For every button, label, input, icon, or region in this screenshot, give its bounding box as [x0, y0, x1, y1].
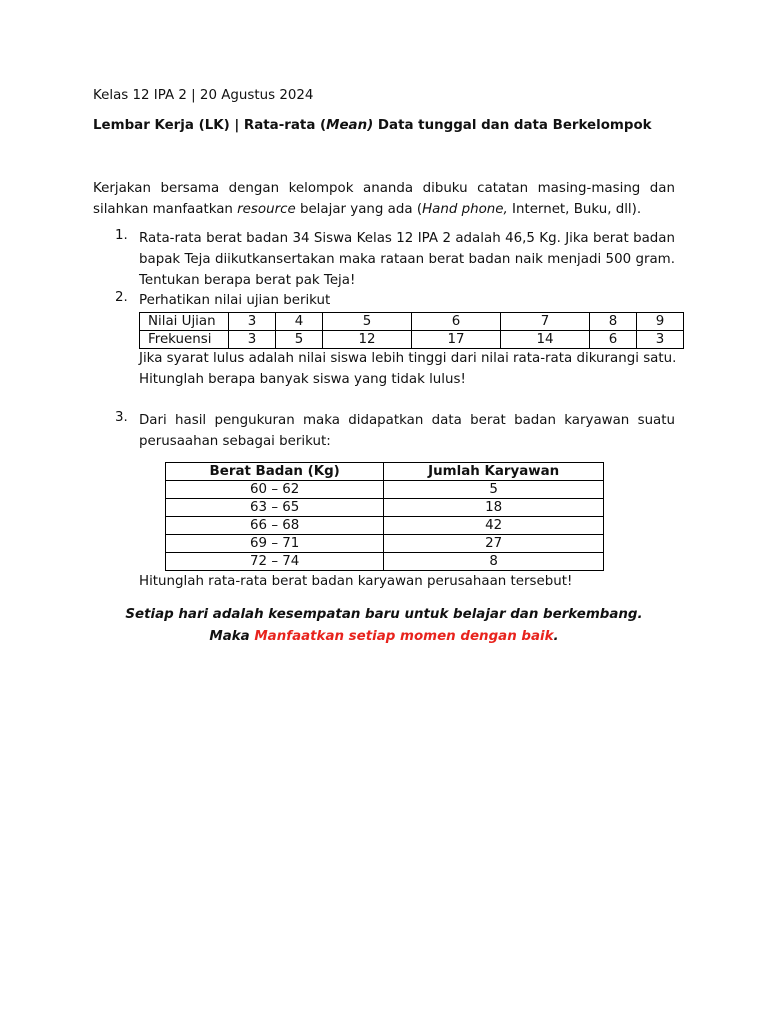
- instructions-paragraph: [93, 178, 675, 220]
- freq-cell: 12: [323, 331, 412, 349]
- weight-range-cell: 66 – 68: [166, 517, 384, 535]
- column-header: Berat Badan (Kg): [166, 463, 384, 481]
- weight-range-cell: 69 – 71: [166, 535, 384, 553]
- question-number: 3.: [115, 410, 128, 425]
- title-prefix: Lembar Kerja (LK) | Rata-rata (: [93, 118, 327, 133]
- instructions-resource: resource: [237, 202, 296, 217]
- title-mean: Mean): [326, 118, 374, 133]
- freq-cell: 17: [411, 331, 500, 349]
- question-2-intro-text: Perhatikan nilai ujian berikut: [139, 293, 331, 308]
- employee-count-cell: 8: [384, 553, 604, 571]
- weight-range-cell: 72 – 74: [166, 553, 384, 571]
- freq-cell: 6: [589, 331, 636, 349]
- row-label: Frekuensi: [140, 331, 229, 349]
- exam-score-table: [139, 312, 684, 349]
- employee-count-cell: 5: [384, 481, 604, 499]
- instructions-line-1: Kerjakan bersama dengan kelompok ananda dibuku catatan masing-masing dan: [93, 181, 675, 196]
- employee-count-cell: 42: [384, 517, 604, 535]
- freq-cell: 3: [229, 331, 276, 349]
- question-2-line: Hitunglah berapa banyak siswa yang tidak lulus!: [139, 372, 466, 387]
- freq-cell: 5: [276, 331, 323, 349]
- table-header-row: [166, 463, 604, 481]
- weight-range-cell: 60 – 62: [166, 481, 384, 499]
- question-2-text: [139, 348, 675, 390]
- table-row: [166, 517, 604, 535]
- motivational-quote: [93, 604, 675, 648]
- question-1-line: Rata-rata berat badan 34 Siswa Kelas 12 IPA 2 adalah 46,5 Kg. Jika berat badan: [139, 231, 675, 246]
- column-header: Jumlah Karyawan: [384, 463, 604, 481]
- score-cell: 6: [411, 313, 500, 331]
- table-row: [166, 553, 604, 571]
- row-label: Nilai Ujian: [140, 313, 229, 331]
- question-3-closing: Hitunglah rata-rata berat badan karyawan perusahaan tersebut!: [139, 574, 573, 589]
- quote-text: .: [553, 629, 559, 644]
- question-2-intro: [139, 290, 675, 311]
- instructions-text: belajar yang ada (: [295, 202, 423, 217]
- title-suffix: Data tunggal dan data Berkelompok: [373, 118, 652, 133]
- freq-cell: 14: [500, 331, 589, 349]
- class-date-header: Kelas 12 IPA 2 | 20 Agustus 2024: [93, 88, 314, 103]
- score-cell: 9: [636, 313, 683, 331]
- instructions-handphone: Hand phone,: [422, 202, 508, 217]
- score-cell: 3: [229, 313, 276, 331]
- table-row: [166, 481, 604, 499]
- question-number: 2.: [115, 290, 128, 305]
- score-cell: 4: [276, 313, 323, 331]
- table-row: [140, 331, 684, 349]
- score-cell: 5: [323, 313, 412, 331]
- freq-cell: 3: [636, 331, 683, 349]
- instructions-text: silahkan manfaatkan: [93, 202, 238, 217]
- table-row: [166, 535, 604, 553]
- table-row: [166, 499, 604, 517]
- quote-line-1: Setiap hari adalah kesempatan baru untuk belajar dan berkembang.: [125, 607, 643, 622]
- quote-highlight: Manfaatkan setiap momen dengan baik: [254, 629, 554, 644]
- question-3-line: perusaahan sebagai berikut:: [139, 434, 331, 449]
- quote-text: Maka: [209, 629, 255, 644]
- score-cell: 8: [589, 313, 636, 331]
- weight-range-cell: 63 – 65: [166, 499, 384, 517]
- table-row: [140, 313, 684, 331]
- question-3-line: Dari hasil pengukuran maka didapatkan data berat badan karyawan suatu: [139, 413, 675, 428]
- employee-count-cell: 18: [384, 499, 604, 517]
- instructions-text: Internet, Buku, dll).: [507, 202, 642, 217]
- question-1-text: [139, 228, 675, 291]
- worksheet-title: [93, 118, 652, 133]
- question-number: 1.: [115, 228, 128, 243]
- question-1-line: bapak Teja diikutkansertakan maka rataan berat badan naik menjadi 500 gram.: [139, 252, 675, 267]
- question-2-line: Jika syarat lulus adalah nilai siswa lebih tinggi dari nilai rata-rata dikurangi satu.: [139, 351, 677, 366]
- quote-line-2: [93, 626, 675, 648]
- instructions-line-2: [93, 199, 675, 220]
- employee-weight-table: [165, 462, 604, 571]
- question-1-line: Tentukan berapa berat pak Teja!: [139, 273, 356, 288]
- employee-count-cell: 27: [384, 535, 604, 553]
- question-3-text: [139, 410, 675, 452]
- score-cell: 7: [500, 313, 589, 331]
